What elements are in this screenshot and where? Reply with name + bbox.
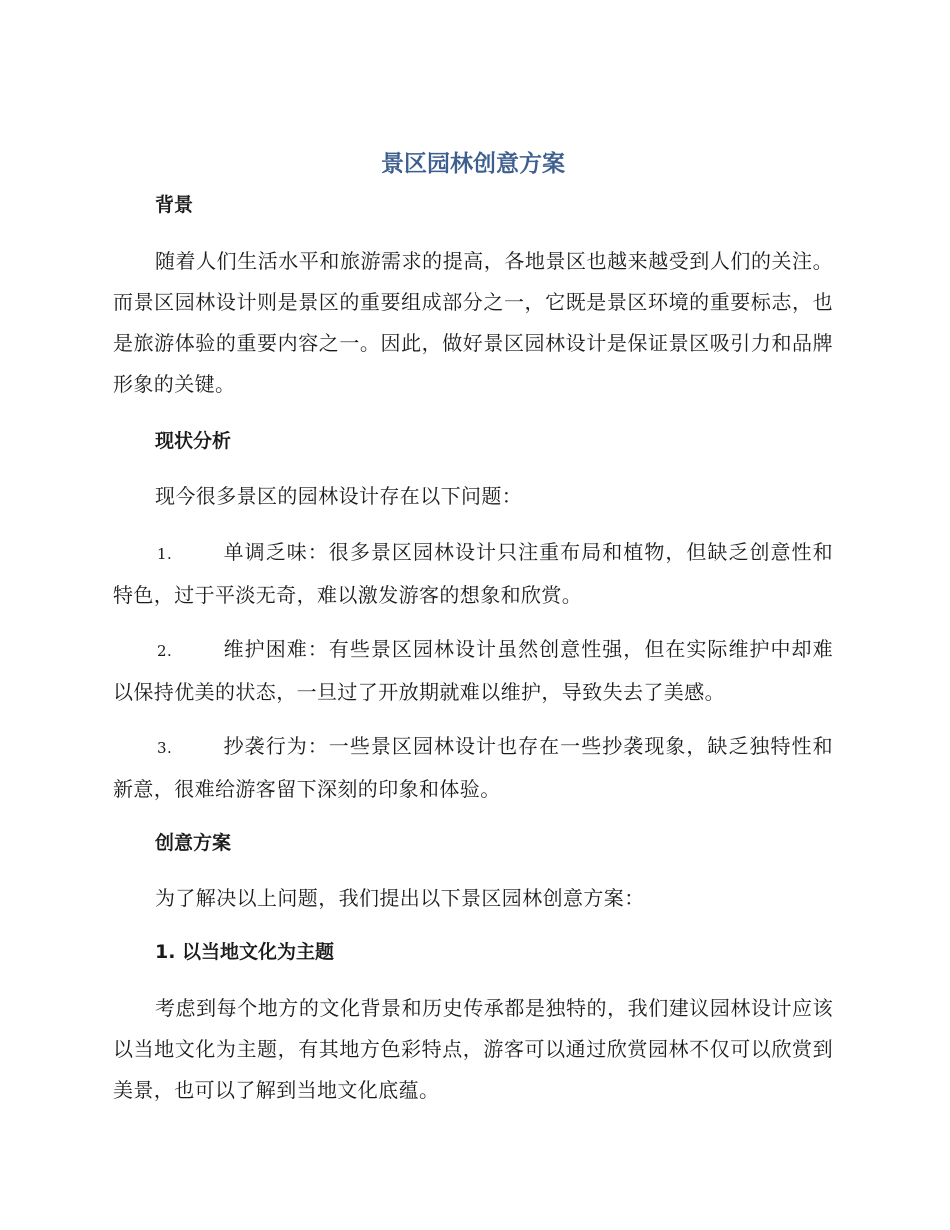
- list-item: [113, 532, 833, 616]
- list-item-text: 单调乏味：很多景区园林设计只注重布局和植物，但缺乏创意性和特色，过于平淡无奇，难以激发游客的想象和欣赏。: [113, 540, 833, 607]
- list-item-number: 1.: [157, 545, 173, 563]
- list-item-text: 维护困难：有些景区园林设计虽然创意性强，但在实际维护中却难以保持优美的状态，一旦过了开放期就难以维护，导致失去了美感。: [113, 637, 833, 704]
- paragraph-plan-intro: 为了解决以上问题，我们提出以下景区园林创意方案：: [155, 886, 645, 910]
- paragraph-status-intro: 现今很多景区的园林设计存在以下问题：: [155, 484, 523, 508]
- heading-creative-plan: 创意方案: [155, 832, 232, 854]
- document-title: 景区园林创意方案: [381, 151, 565, 177]
- heading-background: 背景: [155, 194, 194, 216]
- list-item: [113, 726, 833, 810]
- heading-local-culture-theme: 1. 以当地文化为主题: [155, 941, 335, 963]
- list-item-number: 3.: [157, 739, 173, 757]
- heading-status-analysis: 现状分析: [155, 430, 232, 452]
- list-item-number: 2.: [157, 642, 173, 660]
- list-item-text: 抄袭行为：一些景区园林设计也存在一些抄袭现象，缺乏独特性和新意，很难给游客留下深刻的印象和体验。: [113, 734, 833, 801]
- paragraph-local-culture: 考虑到每个地方的文化背景和历史传承都是独特的，我们建议园林设计应该以当地文化为主题，有其地方色彩特点，游客可以通过欣赏园林不仅可以欣赏到美景，也可以了解到当地文化底蕴。: [113, 996, 833, 1102]
- paragraph-background: 随着人们生活水平和旅游需求的提高，各地景区也越来越受到人们的关注。而景区园林设计则是景区的重要组成部分之一，它既是景区环境的重要标志，也是旅游体验的重要内容之一。因此，做好景区园林设计是保证景区吸引力和品牌形象的关键。: [113, 249, 833, 396]
- list-item: [113, 629, 833, 713]
